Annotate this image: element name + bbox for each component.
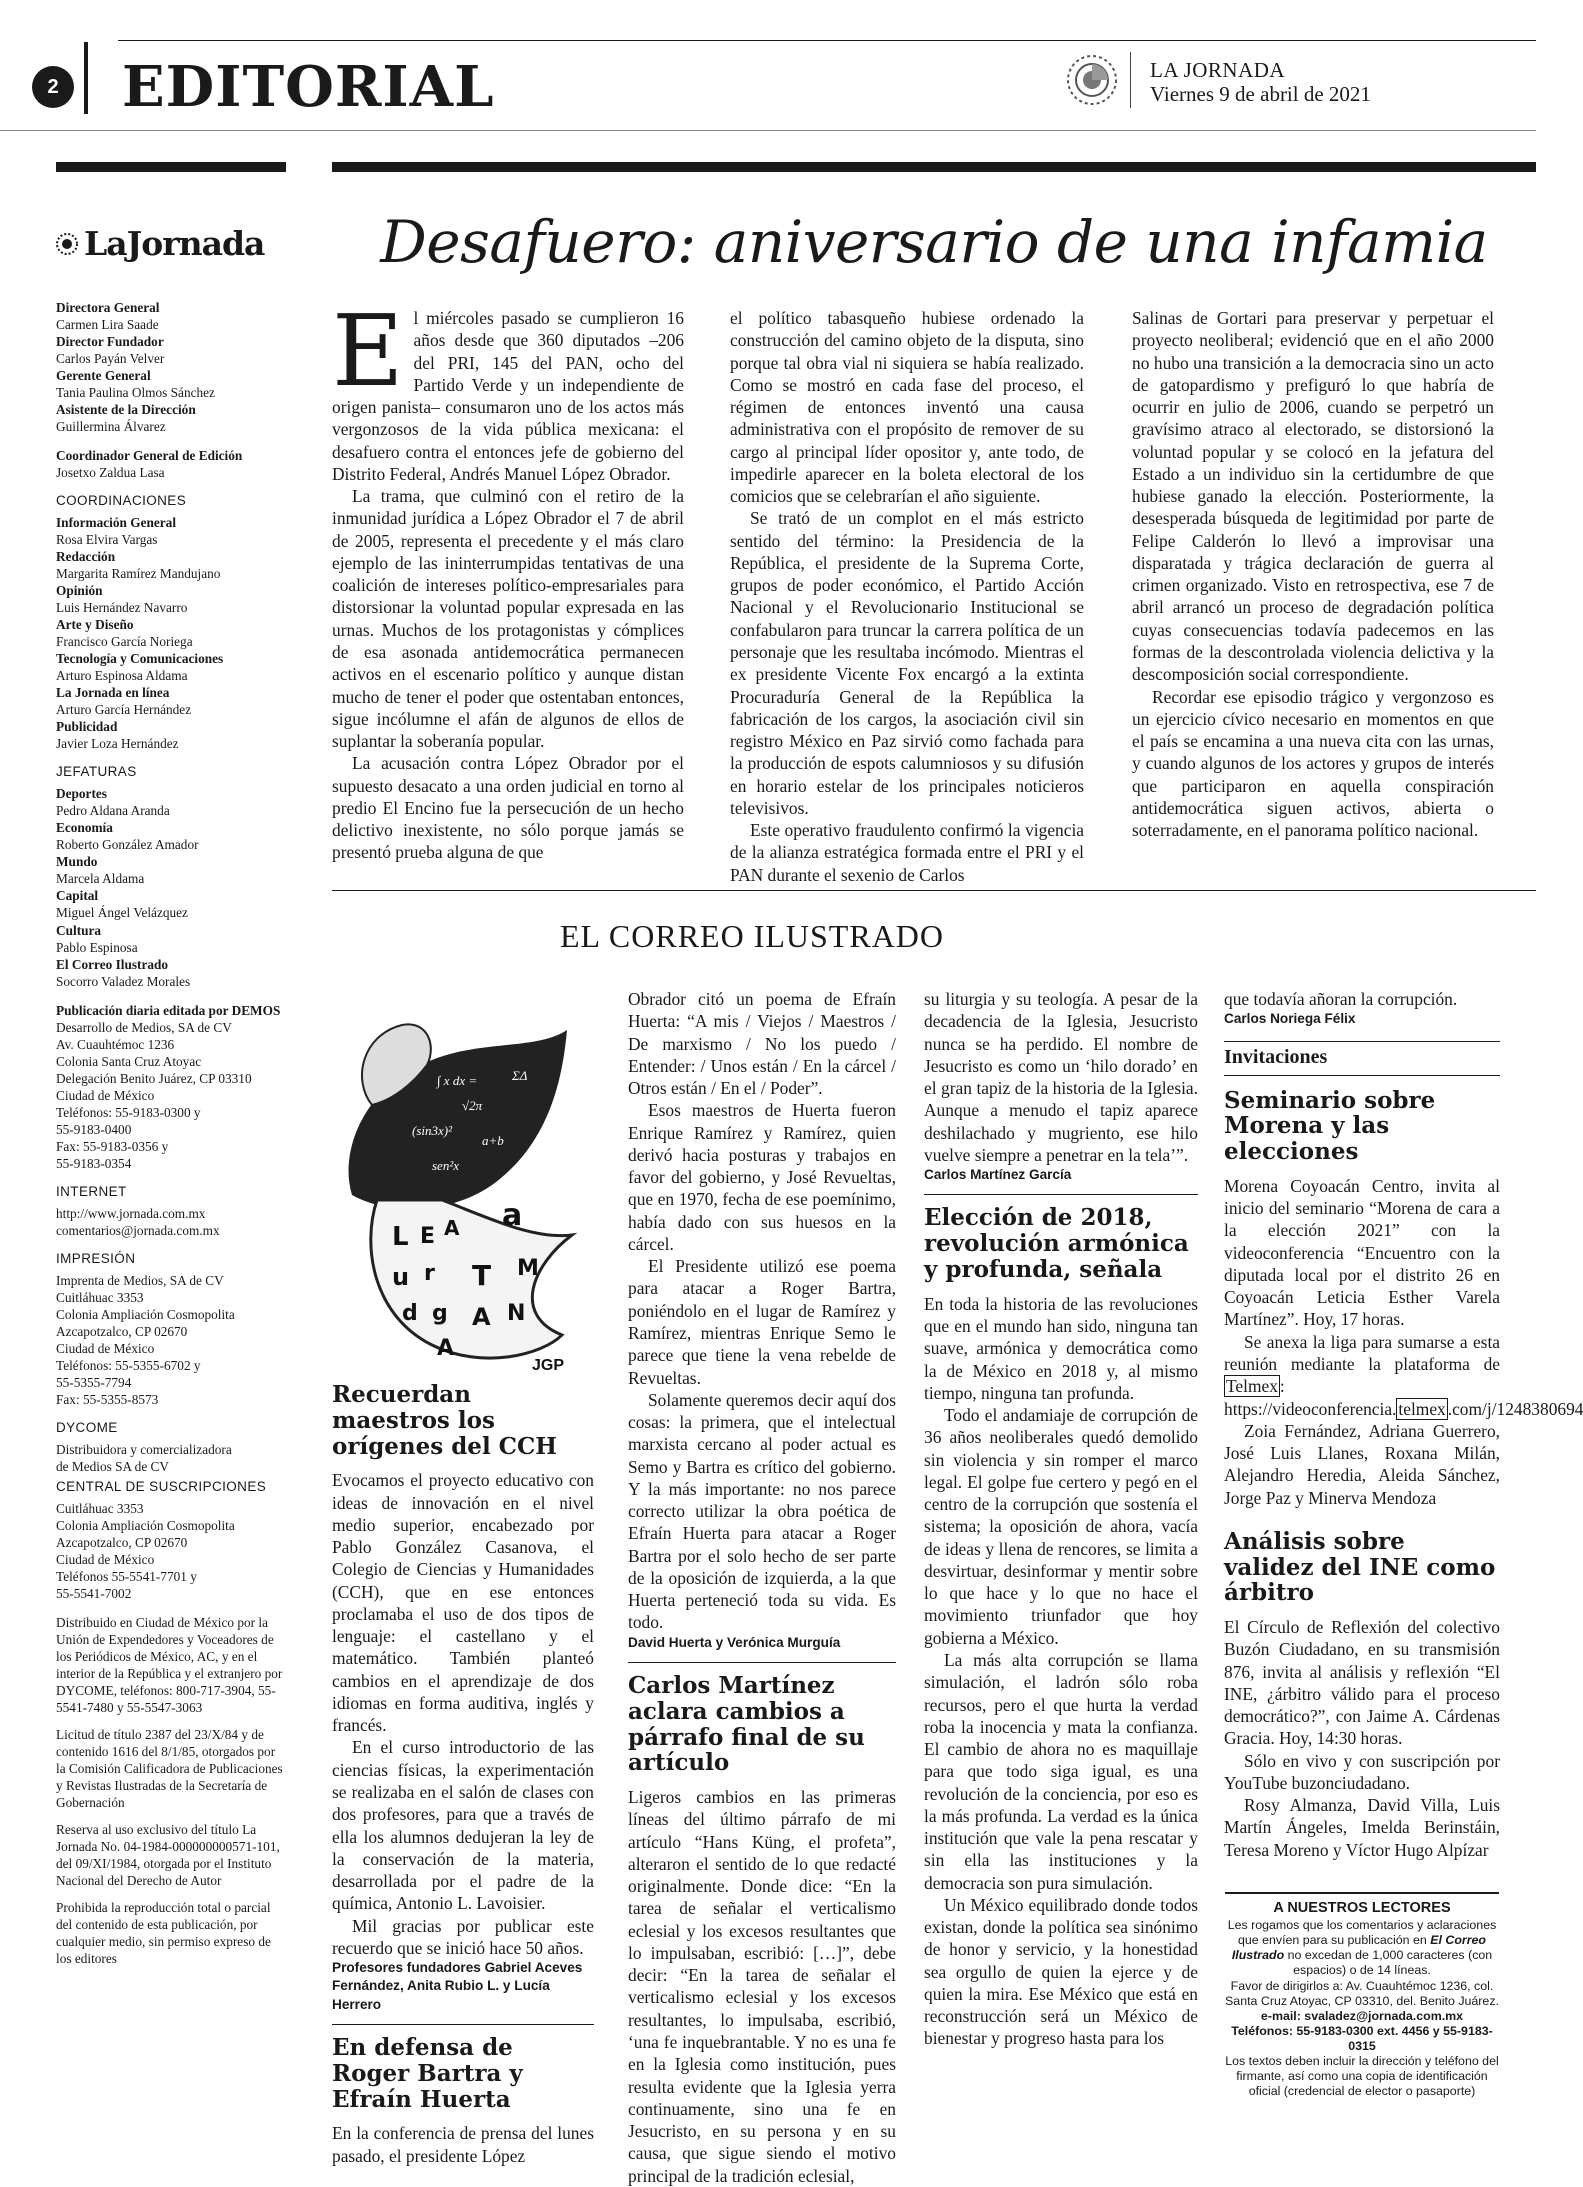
staff-title: El Correo Ilustrado	[56, 956, 169, 972]
staff-title: Gerente General	[56, 368, 151, 384]
directory-line: Ciudad de México	[56, 1551, 155, 1567]
staff-title: Arte y Diseño	[56, 617, 134, 633]
staff-title: Mundo	[56, 854, 98, 870]
svg-text:g: g	[432, 1301, 448, 1326]
svg-text:sen²x: sen²x	[432, 1158, 459, 1173]
directory-line: 55-5355-7794	[56, 1374, 132, 1390]
paper-name: LA JORNADA	[1150, 58, 1286, 82]
editorial-paragraph: La acusación contra López Obrador por el supuesto desacato a una orden judicial en torno al predio El Encino fue la persecución de un hecho delictivo inexistente, no sólo porque jamás se presentó prueba alguna de que	[332, 753, 684, 863]
reproduction-note: Prohibida la reproducción total o parcial del contenido de esta publicación, por cualquier medio, sin permiso expreso de los editores	[56, 1900, 271, 1967]
rights-note: Reserva al uso exclusivo del título La Jornada No. 04-1984-000000000571-101, del 09/XI/1984, otorgada por el Instituto Nacional del Derecho de Autor	[56, 1822, 280, 1889]
letter-paragraph: Mil gracias por publicar este recuerdo que se inició hace 50 años.	[332, 1915, 594, 1958]
coordinaciones-label: COORDINACIONES	[56, 493, 187, 509]
staff-title: Cultura	[56, 922, 102, 938]
directory-line: http://www.jornada.com.mx	[56, 1205, 206, 1221]
correo-column-1	[332, 1372, 594, 2167]
letter-headline: Recuerdan maestros los orígenes del CCH	[332, 1381, 558, 1460]
directory-line: 55-9183-0400	[56, 1121, 132, 1137]
correo-column-2	[628, 988, 896, 2187]
staff-name: Margarita Ramírez Mandujano	[56, 566, 221, 582]
staff-title: Deportes	[56, 786, 107, 802]
directory-line: 55-9183-0354	[56, 1155, 132, 1171]
lectores-address: Favor de dirigirlos a: Av. Cuauhtémoc 1236, col. Santa Cruz Atoyac, CP 03310, del. Benito Juárez.	[1225, 1978, 1499, 2008]
notice-text: no excedan de 1,000 caracteres (con espacios) o de 14 líneas.	[1287, 1948, 1493, 1978]
svg-text:r: r	[424, 1261, 435, 1286]
letter-headline: Elección de 2018, revolución armónica y profunda, señala	[924, 1204, 1189, 1283]
sun-logo-icon	[1066, 54, 1118, 106]
directory-line: Imprenta de Medios, SA de CV	[56, 1272, 224, 1288]
letter-paragraph: Esos maestros de Huerta fueron Enrique Ramírez y Ramírez, quien derivó hacia posturas y trabajos en favor del gobierno, y José Revueltas, que en 1970, fecha de ese poemínimo, había dado con sus huesos en la cárcel.	[628, 1100, 896, 1254]
invitation-paragraph: Morena Coyoacán Centro, invita al inicio del seminario “Morena de cara a la elección 2021” con la videoconferencia “Encuentro con la diputada local por el distrito 26 en Coyoacán Leticia Esther Varela Martínez”. Hoy, 17 horas.	[1224, 1175, 1500, 1330]
staff-title: Información General	[56, 515, 177, 531]
directory-line: Av. Cuauhtémoc 1236	[56, 1036, 175, 1052]
svg-text:√2π: √2π	[462, 1098, 483, 1113]
notice-text: Les rogamos que los comentarios y aclaraciones que envíen para su publicación en	[1227, 1918, 1497, 1948]
lectores-title: A NUESTROS LECTORES	[1273, 1900, 1451, 1916]
telmex-link[interactable]: telmex	[1398, 1398, 1446, 1419]
correo-column-3	[924, 988, 1198, 2050]
letter-paragraph: Solamente queremos decir aquí dos cosas: la primera, que el intelectual marxista cercano al poder actual es Semo y Bartra es crítico del gobierno. Y la más importante: no nos parece correcto utilizar la obra poética de Efraín Huerta para atacar a Roger Bartra por el solo hecho de ser parte de la oposición de izquierda, a la que Huerta perteneció toda su vida. Es todo.	[628, 1389, 896, 1633]
editorial-title: Desafuero: aniversario de una infamia	[380, 208, 1488, 276]
letter-paragraph: En toda la historia de las revoluciones que en el mundo han sido, ninguna tan suave, armónica y democrática como la de México en 2018 y, al mismo tiempo, ninguna tan profunda.	[924, 1293, 1198, 1403]
impresion-label: IMPRESIÓN	[56, 1250, 136, 1266]
letter-paragraph: El Presidente utilizó ese poema para atacar a Roger Bartra, poniéndolo en el lugar de Ramírez y Ramírez, mientras Enrique Semo le parece que tiene la vena rebelde de Revueltas.	[628, 1256, 896, 1388]
letter-divider	[332, 2024, 594, 2025]
suscripciones-label: CENTRAL DE SUSCRIPCIONES	[56, 1478, 267, 1494]
invitation-paragraph: El Círculo de Reflexión del colectivo Buzón Ciudadano, en su transmisión 876, invita al análisis y reflexión “El INE, ¿árbitro válido para el proceso democrático?”, con Jaime A. Cárdenas Gracia. Hoy, 14:30 horas.	[1224, 1617, 1500, 1749]
svg-text:A: A	[437, 1336, 455, 1361]
directory-line: Cuitláhuac 3353	[56, 1500, 144, 1516]
dycome-info	[56, 1441, 286, 1475]
sun-mark-icon	[56, 233, 78, 255]
lectores-phones: Teléfonos: 55-9183-0300 ext. 4456 y 55-9183-0315	[1231, 2023, 1493, 2053]
letter-paragraph: que todavía añoran la corrupción.	[1224, 989, 1458, 1009]
directory-line: Teléfonos 55-5541-7701 y	[56, 1568, 197, 1584]
letter-divider	[924, 1194, 1198, 1195]
invitation-paragraph: Sólo en vivo y con suscripción por YouTube buzonciudadano.	[1224, 1750, 1500, 1793]
letter-paragraph: En la conferencia de prensa del lunes pasado, el presidente López	[332, 2123, 594, 2166]
internet-links	[56, 1205, 286, 1239]
directory-line: Colonia Santa Cruz Atoyac	[56, 1053, 202, 1069]
letter-paragraph: Evocamos el proyecto educativo con ideas de innovación en el nivel medio superior, encabezado por Pablo González Casanova, el Colegio de Ciencias y Humanidades (CCH), que en ese entonces proclamaba el uso de dos tipos de lenguaje: el castellano y el matemático. También planteó cambios en el aprendizaje de dos idiomas en forma auditiva, inglés y francés.	[332, 1470, 594, 1736]
illustration-credit: JGP	[532, 1357, 565, 1374]
correo-title: EL CORREO ILUSTRADO	[559, 918, 945, 954]
letter-signature: Carlos Noriega Félix	[1224, 1011, 1356, 1027]
directory-line: Fax: 55-9183-0356 y	[56, 1138, 169, 1154]
staff-name: Arturo Espinosa Aldama	[56, 668, 188, 684]
staff-name: Socorro Valadez Morales	[56, 973, 191, 989]
letter-paragraph: Obrador citó un poema de Efraín Huerta: “A mis / Viejos / Maestros / De marxismo / No los puedo / Entender: / Unos están / En la cárcel / Otros están / En el / Poder”.	[628, 989, 896, 1099]
svg-text:T: T	[472, 1259, 492, 1292]
svg-text:a: a	[502, 1198, 523, 1233]
suscripciones-address	[56, 1500, 286, 1602]
dycome-label: DYCOME	[56, 1419, 118, 1435]
paragraph-text: l miércoles pasado se cumplieron 16 años desde que 360 diputados –206 del PRI, 145 del PAN, ocho del Partido Verde y un independiente de origen panista– consumaron uno de los actos más vergonzosos de la vida pública mexicana: el desafuero contra el entonces jefe de gobierno del Distrito Federal, Andrés Manuel López Obrador.	[332, 308, 684, 484]
staff-name: Javier Loza Hernández	[56, 736, 179, 752]
invitation-headline: Seminario sobre Morena y las elecciones	[1224, 1086, 1436, 1166]
directory-line: Ciudad de México	[56, 1087, 155, 1103]
letter-signature: Carlos Martínez García	[924, 1167, 1072, 1183]
staff-title: Redacción	[56, 549, 116, 565]
invitaciones-label: Invitaciones	[1224, 1041, 1500, 1076]
staff-name: Pablo Espinosa	[56, 939, 138, 955]
directory-line: Azcapotzalco, CP 02670	[56, 1323, 188, 1339]
svg-text:a+b: a+b	[482, 1133, 504, 1148]
directory-line: Colonia Ampliación Cosmopolita	[56, 1306, 235, 1322]
editorial-paragraph: el político tabasqueño hubiese ordenado la construcción del camino objeto de la disputa, sino porque tal obra vial ni siquiera se había realizado. Como se mostró en cada fase del proceso, el régimen de entonces inventó una causa administrativa con el propósito de remover de su cargo al principal líder opositor y, ante todo, de impedirle aparecer en la boleta electoral de los comicios que se celebrarían el año siguiente.	[730, 308, 1084, 507]
directory-line: Teléfonos: 55-9183-0300 y	[56, 1104, 201, 1120]
editorial-paragraph: Recordar ese episodio trágico y vergonzoso es un ejercicio cívico necesario en momentos en que el país se encamina a una nueva cita con las urnas, y cuando algunos de los actores y grupos de interés que participaron en aquella conspiración antidemocrática siguen activos, abierta o soterradamente, en el panorama político nacional.	[1132, 686, 1494, 841]
editorial-paragraph: Este operativo fraudulento confirmó la vigencia de la alianza estratégica formada entre el PRI y el PAN durante el sexenio de Carlos	[730, 820, 1084, 885]
staff-title: Directora General	[56, 300, 160, 315]
top-rule	[118, 40, 1536, 41]
paragraph-text: Se anexa la liga para sumarse a esta reunión mediante la plataforma de	[1224, 1331, 1500, 1374]
staff-list	[56, 299, 286, 435]
staff-name: Roberto González Amador	[56, 837, 199, 853]
editorial-paragraph: La trama, que culminó con el retiro de la inmunidad jurídica a López Obrador el 7 de abril de 2005, representa el precedente y el más claro ejemplo de las ininterrumpidas tentativas de una coalición de intereses político-empresariales para distorsionar la voluntad popular expresada en las urnas. Muchos de los protagonistas y cómplices de esa asonada antidemocrática permanecen activos en el escenario político y aunque distan mucho de tener el poder que ostentaban entonces, sigue incólumne el afán de algunos de ellos de suplantar la soberanía popular.	[332, 486, 684, 752]
staff-name: Guillermina Álvarez	[56, 419, 166, 435]
invitation-signers: Zoia Fernández, Adriana Guerrero, José Luis Llanes, Roxana Milán, Alejandro Heredia, Aleida Sánchez, Jorge Paz y Minerva Mendoza	[1224, 1420, 1500, 1508]
publisher-title: Publicación diaria editada por DEMOS	[56, 1002, 281, 1018]
page-number-divider	[84, 42, 88, 114]
svg-text:N: N	[507, 1301, 526, 1326]
logo-wordmark: LaJornada	[84, 224, 265, 263]
page-number: 2	[32, 66, 74, 108]
section-divider	[332, 890, 1536, 891]
staff-name: Josetxo Zaldua Lasa	[56, 465, 165, 481]
staff-title: Coordinador General de Edición	[56, 448, 243, 464]
svg-text:L: L	[392, 1222, 409, 1252]
coordinaciones-list	[56, 514, 286, 752]
staff-name: Arturo García Hernández	[56, 702, 192, 718]
directory-line: de Medios SA de CV	[56, 1458, 170, 1474]
directory-line: comentarios@jornada.com.mx	[56, 1222, 220, 1238]
telmex-link[interactable]: Telmex	[1226, 1376, 1278, 1397]
letter-paragraph: Todo el andamiaje de corrupción de 36 años neoliberales quedó demolido sin violencia y sin romper el marco legal. El golpe fue certero y pegó en el centro de la corrupción que sostenía el sistema; la oposición de ahora, vacía de ideas y llena de rencores, se limita a desvirtuar, desinformar y mentir sobre lo que hace y lo que no hace el movimiento triunfador que hoy gobierna a México.	[924, 1405, 1198, 1648]
directory-line: Ciudad de México	[56, 1340, 155, 1356]
svg-text:ΣΔ: ΣΔ	[512, 1068, 528, 1083]
svg-text:(sin3x)²: (sin3x)²	[412, 1123, 452, 1138]
masthead-divider	[1130, 52, 1131, 108]
staff-title: Publicidad	[56, 719, 118, 735]
lectores-email[interactable]: e-mail: svaladez@jornada.com.mx	[1260, 2008, 1464, 2023]
license-note: Licitud de título 2387 del 23/X/84 y de contenido 1616 del 8/1/85, otorgados por la Comisión Calificadora de Publicaciones y Revistas Ilustradas de la Secretaría de Gobernación	[56, 1727, 283, 1811]
internet-label: INTERNET	[56, 1183, 127, 1199]
svg-text:E: E	[420, 1224, 436, 1249]
paragraph-text: : https://videoconferencia.	[1224, 1376, 1397, 1419]
staff-title: Asistente de la Dirección	[56, 402, 196, 418]
directory-bar	[56, 162, 286, 172]
issue-date: Viernes 9 de abril de 2021	[1150, 82, 1371, 106]
directory-line: Desarrollo de Medios, SA de CV	[56, 1019, 232, 1035]
letter-headline: En defensa de Roger Bartra y Efraín Huerta	[332, 2034, 523, 2113]
letter-paragraph: La más alta corrupción se llama simulación, el ladrón sólo roba recursos, pero el que hurta la verdad roba la inocencia y mata la confianza. El cambio de ahora no es maquillaje para que todo siga igual, es una revolución de la conciencia, por eso es la más profunda. La verdad es la única institución que vale la pena rescatar y sin ella las instituciones y la democracia son pura simulación.	[924, 1649, 1198, 1893]
directory-line: Azcapotzalco, CP 02670	[56, 1534, 188, 1550]
svg-text:A: A	[444, 1216, 460, 1240]
directory-line: Fax: 55-5355-8573	[56, 1391, 159, 1407]
letter-paragraph: En el curso introductorio de las ciencias físicas, la experimentación se realizaba en el salón de clases con dos profesores, para que a través de ella los alumnos dedujeran la ley de la conservación de la materia, desarrollada por el padre de la química, Antonio L. Lavoisier.	[332, 1737, 594, 1914]
invitation-paragraph	[1224, 1331, 1583, 1420]
correo-column-4	[1224, 988, 1583, 1861]
invitation-headline: Análisis sobre validez del INE como árbitro	[1224, 1527, 1496, 1607]
svg-text:M: M	[517, 1256, 539, 1281]
directory-line: Teléfonos: 55-5355-6702 y	[56, 1357, 201, 1373]
staff-title: La Jornada en línea	[56, 685, 170, 701]
la-jornada-logo	[56, 224, 286, 263]
staff-name: Francisco García Noriega	[56, 634, 193, 650]
letter-paragraph: Ligeros cambios en las primeras líneas del último párrafo de mi artículo “Hans Küng, el profeta”, alteraron el sentido de lo que redacté originalmente. Donde dice: “En la tarea de señalar el verticalismo eclesial y los excesos resultantes que lo impulsaban, escribió: […]”, debe decir: “En la tarea de señalar el verticalismo eclesial y los excesos resultantes, lo impulsaba, escribió, ‘una fe inquebrantable. Y no es una fe en la Iglesia como institución, pues resulta evidente que la Iglesia yerra continuamente, sino una fe en Jesucristo, en su persona y en su causa, que sigue siendo el motivo principal de la tradición eclesial,	[628, 1787, 896, 2186]
letter-signature: David Huerta y Verónica Murguía	[628, 1634, 841, 1650]
letter-divider	[628, 1662, 896, 1663]
invitation-signers: Rosy Almanza, David Villa, Luis Martín Ángeles, Imelda Berinstáin, Teresa Moreno y Víctor Hugo Alpízar	[1224, 1795, 1500, 1860]
editorial-column-2	[730, 307, 1084, 886]
staff-title: Capital	[56, 888, 99, 904]
paragraph-text: .com/j/1248380694	[1447, 1398, 1583, 1419]
editorial-paragraph	[332, 295, 684, 485]
drop-cap: E	[332, 295, 404, 409]
lectores-requirements: Los textos deben incluir la dirección y teléfono del firmante, así como una copia de identificación oficial (credencial de elector o pasaporte)	[1225, 2054, 1499, 2099]
letter-headline: Carlos Martínez aclara cambios a párrafo final de su artículo	[628, 1672, 865, 1777]
directory-line: Colonia Ampliación Cosmopolita	[56, 1517, 235, 1533]
editorial-paragraph: Se trató de un complot en el más estricto sentido del término: la Presidencia de la República, el presidente de la Suprema Corte, grupos de poder económico, el Partido Acción Nacional y el Revolucionario Institucional se confabularon para truncar la carrera política de un personaje que les resultaba incómodo. Mientras el ex presidente Vicente Fox encargó a la extinta Procuraduría General de la República la fabricación de los cargos, la asociación civil sin registro México en Paz sirvió como fachada para la producción de espots calumniosos y su difusión en horario estelar de los principales noticieros televisivos.	[730, 508, 1084, 818]
svg-text:u: u	[392, 1263, 410, 1291]
staff-title: Economía	[56, 820, 113, 836]
directory-line: Cuitláhuac 3353	[56, 1289, 144, 1305]
staff-title: Director Fundador	[56, 334, 164, 350]
section-title: EDITORIAL	[122, 54, 495, 120]
letter-signature: Profesores fundadores Gabriel Aceves Fernández, Anita Rubio L. y Lucía Herrero	[332, 1960, 583, 2012]
staff-name: Pedro Aldana Aranda	[56, 803, 170, 819]
staff-title: Tecnología y Comunicaciones	[56, 651, 224, 667]
impresion-address	[56, 1272, 286, 1408]
svg-text:∫ x dx =: ∫ x dx =	[437, 1073, 478, 1088]
staff-name: Miguel Ángel Velázquez	[56, 905, 188, 921]
publisher-address	[56, 1019, 286, 1172]
editorial-bar	[332, 162, 1536, 172]
directory-line: Distribuidora y comercializadora	[56, 1441, 232, 1457]
staff-name: Luis Hernández Navarro	[56, 600, 188, 616]
editorial-column-3	[1132, 307, 1494, 841]
lectores-text	[1225, 1918, 1499, 1979]
svg-text:A: A	[472, 1303, 491, 1331]
notice-emphasis: El Correo Ilustrado	[1231, 1933, 1486, 1963]
staff-name: Rosa Elvira Vargas	[56, 532, 158, 548]
coordinator	[56, 447, 286, 481]
staff-name: Tania Paulina Olmos Sánchez	[56, 385, 215, 401]
distribution-note: Distribuido en Ciudad de México por la Unión de Expendedores y Voceadores de los Periódicos de México, AC, y en el interior de la República y el extranjero por DYCOME, teléfonos: 800-717-3904, 55-5541-7480 y 55-5547-3063	[56, 1615, 283, 1716]
directory-line: 55-5541-7002	[56, 1585, 132, 1601]
lectores-notice	[1225, 1892, 1499, 2100]
staff-title: Opinión	[56, 583, 103, 599]
masthead-rule	[0, 130, 1536, 131]
editorial-column-1	[332, 295, 684, 864]
editorial-paragraph: Salinas de Gortari para preservar y perpetuar el proyecto neoliberal; evidenció que en el año 2000 no hubo una transición a la democracia sino un acto de gatopardismo y prefiguró lo que habría de ocurrir en julio de 2006, cuando se perpetró un gravísimo atraco al electorado, se distorsionó la voluntad popular y se colocó en la jefatura del Estado a un individuo sin la certidumbre de que hubiese ganado la elección. Posteriormente, la desesperada búsqueda de legitimidad por parte de Felipe Calderón lo llevó a improvisar una disparatada y trágica declaración de guerra al crimen organizado. Visto en retrospectiva, ese 7 de abril arrancó un proceso de degradación política cuyas consecuencias todavía padecemos en las formas de la descontrolada violencia delictiva y la descomposición social correspondiente.	[1132, 308, 1494, 685]
letter-paragraph: Un México equilibrado donde todos existan, donde la política sea sinónimo de honor y servicio, y la honestidad sea orgullo de quien la ejerce y de quien la mira. Ese México que está en reconstrucción será un México de bienestar y progreso hasta para los	[924, 1894, 1198, 2049]
directory-line: Delegación Benito Juárez, CP 03310	[56, 1070, 252, 1086]
dove-illustration	[332, 985, 592, 1385]
staff-directory	[56, 162, 286, 1977]
staff-name: Carmen Lira Saade	[56, 317, 159, 333]
svg-text:d: d	[402, 1301, 418, 1326]
jefaturas-list	[56, 785, 286, 989]
letter-paragraph: su liturgia y su teología. A pesar de la decadencia de la Iglesia, Jesucristo nunca se ha perdido. El nombre de Jesucristo es como un ‘hilo dorado’ en el gran tapiz de la historia de la Iglesia. Aunque a menudo el tapiz aparece deshilachado y mugriento, ese hilo vuelve siempre a penetrar en la tela’”.	[924, 989, 1198, 1165]
staff-name: Carlos Payán Velver	[56, 351, 165, 367]
jefaturas-label: JEFATURAS	[56, 764, 137, 780]
staff-name: Marcela Aldama	[56, 871, 145, 887]
